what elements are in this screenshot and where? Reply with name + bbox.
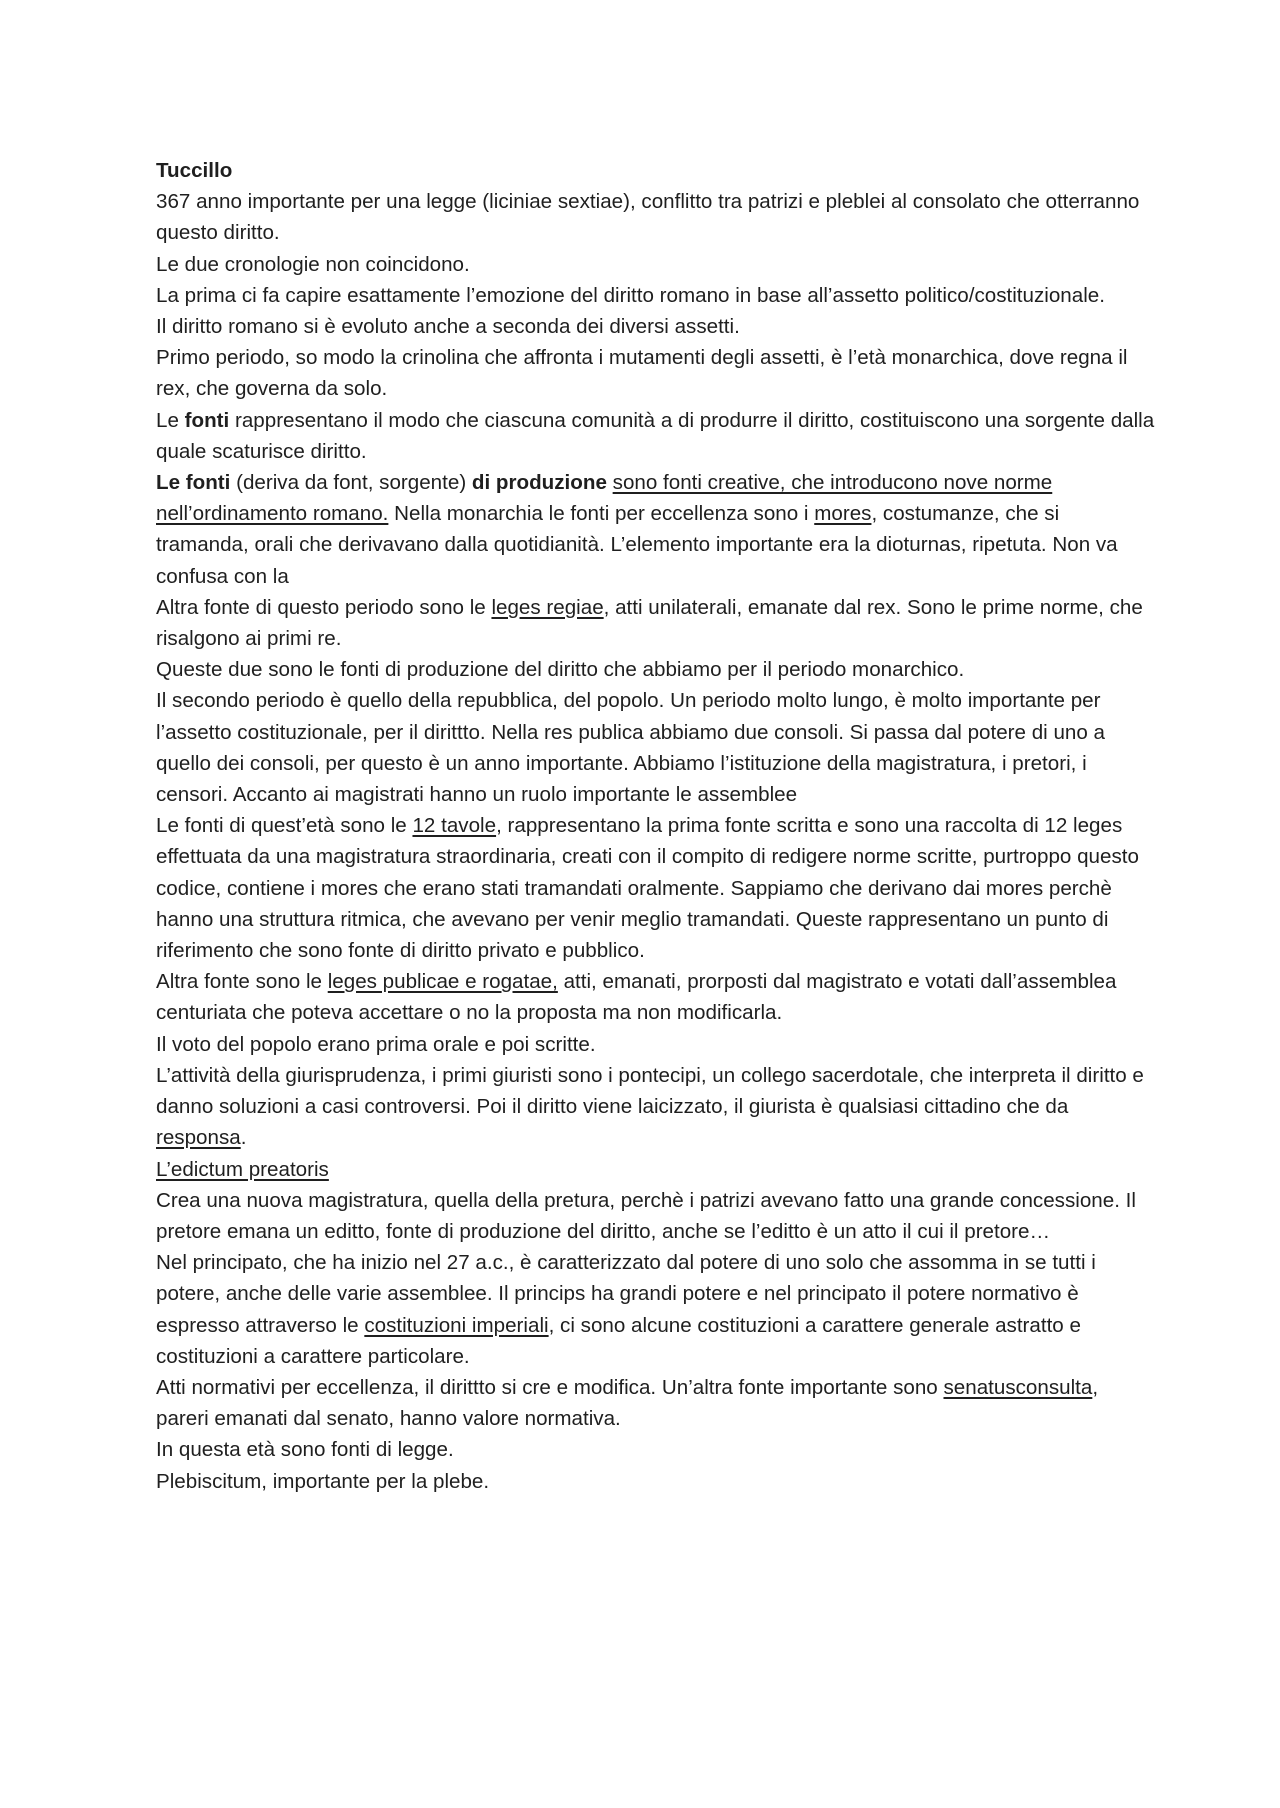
- underlined-text: mores: [814, 502, 872, 526]
- underlined-text: L’edictum preatoris: [156, 1157, 329, 1181]
- underlined-text: 12 tavole: [412, 814, 497, 838]
- paragraph: [156, 685, 1156, 810]
- bold-text: fonti: [184, 408, 230, 432]
- text-run: Nella monarchia le fonti per eccellenza sono i: [388, 502, 815, 526]
- text-run: , rappresentano la prima fonte scritta e sono una raccolta di 12 leges effettuata da una magistratura straordinaria, creati con il compito di redigere norme scritte, purtroppo questo codice, contiene i mores che erano stati tramandati oralmente. Sappiamo che derivano dai mores perchè hanno una struttura ritmica, che avevano per venir meglio tramandati. Queste rappresentano un punto di riferimento che sono fonte di diritto privato e pubblico.: [156, 814, 1139, 963]
- underlined-text: leges publicae e rogatae,: [327, 970, 558, 994]
- text-run: atti, emanati, prorposti dal magistrato e votati dall’assemblea centuriata che poteva accettare o no la proposta ma non modificarla.: [156, 970, 1117, 1025]
- paragraph: [156, 1185, 1156, 1247]
- text-run: Le: [156, 408, 185, 432]
- paragraph: [156, 654, 1156, 685]
- paragraph: [156, 280, 1156, 311]
- text-run: In questa età sono fonti di legge.: [156, 1438, 454, 1462]
- document-title: Tuccillo: [156, 159, 233, 182]
- text-run: , pareri emanati dal senato, hanno valore normativa.: [156, 1375, 1099, 1431]
- text-run: Crea una nuova magistratura, quella della pretura, perchè i patrizi avevano fatto una grande concessione. Il pretore emana un editto, fonte di produzione del diritto, anche se l’editto è un atto il cui il pretore…: [156, 1188, 1136, 1243]
- paragraph: [156, 1372, 1156, 1434]
- text-run: (deriva da font, sorgente): [230, 471, 472, 495]
- document-body: [156, 186, 1156, 1497]
- text-run: , atti unilaterali, emanate dal rex. Sono le prime norme, che risalgono ai primi re.: [156, 595, 1143, 651]
- text-run: 367 anno importante per una legge (liciniae sextiae), conflitto tra patrizi e pleblei al consolato che otterranno questo diritto.: [156, 190, 1140, 245]
- text-run: Il voto del popolo erano prima orale e poi scritte.: [156, 1032, 596, 1056]
- underlined-text: costituzioni imperiali: [364, 1313, 549, 1337]
- paragraph: [156, 342, 1156, 404]
- text-run: .: [240, 1126, 247, 1150]
- text-run: Altra fonte di questo periodo sono le: [156, 595, 492, 619]
- paragraph: [156, 1029, 1156, 1060]
- text-run: Primo periodo, so modo la crinolina che affronta i mutamenti degli assetti, è l’età monarchica, dove regna il rex, che governa da solo.: [156, 346, 1128, 401]
- text-run: Le fonti di quest’età sono le: [156, 814, 413, 838]
- text-run: La prima ci fa capire esattamente l’emozione del diritto romano in base all’assetto politico/costituzionale.: [156, 283, 1105, 307]
- paragraph: [156, 966, 1156, 1028]
- paragraph: [156, 311, 1156, 342]
- underlined-text: sono fonti creative, che introducono nove norme nell’ordinamento romano.: [156, 471, 1053, 526]
- text-run: Il diritto romano si è evoluto anche a seconda dei diversi assetti.: [156, 315, 740, 339]
- text-run: Plebiscitum, importante per la plebe.: [156, 1469, 490, 1493]
- text-run: Nel principato, che ha inizio nel 27 a.c., è caratterizzato dal potere di uno solo che assomma in se tutti i potere, anche delle varie assemblee. Il princips ha grandi potere e nel principato il potere normativo è espresso attraverso le: [156, 1251, 1096, 1337]
- paragraph: [156, 1154, 1156, 1185]
- paragraph: [156, 1247, 1156, 1372]
- text-run: , ci sono alcune costituzioni a carattere generale astratto e costituzioni a carattere particolare.: [156, 1313, 1081, 1368]
- document-page: [156, 155, 1156, 1497]
- bold-text: di produzione: [471, 471, 607, 495]
- paragraph: [156, 186, 1156, 248]
- text-run: Queste due sono le fonti di produzione del diritto che abbiamo per il periodo monarchico.: [156, 658, 965, 682]
- underlined-text: leges regiae: [491, 595, 604, 619]
- underlined-text: senatusconsulta: [943, 1375, 1093, 1399]
- text-run: Altra fonte sono le: [156, 970, 328, 994]
- paragraph: [156, 1466, 1156, 1497]
- text-run: rappresentano il modo che ciascuna comunità a di produrre il diritto, costituiscono una sorgente dalla quale scaturisce diritto.: [156, 408, 1155, 463]
- text-run: Atti normativi per eccellenza, il dirittto si cre e modifica. Un’altra fonte importante sono: [156, 1375, 944, 1399]
- paragraph: [156, 249, 1156, 280]
- paragraph: [156, 1060, 1156, 1154]
- bold-text: Le fonti: [156, 471, 231, 495]
- underlined-text: responsa: [156, 1126, 241, 1150]
- text-run: , costumanze, che si tramanda, orali che derivavano dalla quotidianità. L’elemento importante era la dioturnas, ripetuta. Non va confusa con la: [156, 502, 1118, 588]
- paragraph: [156, 467, 1156, 592]
- text-run: Le due cronologie non coincidono.: [156, 252, 470, 276]
- paragraph: [156, 1434, 1156, 1465]
- text-run: Il secondo periodo è quello della repubblica, del popolo. Un periodo molto lungo, è molto importante per l’assetto costituzionale, per il dirittto. Nella res publica abbiamo due consoli. Si passa dal potere di uno a quello dei consoli, per questo è un anno importante. Abbiamo l’istituzione della magistratura, i pretori, i censori. Accanto ai magistrati hanno un ruolo importante le assemblee: [156, 689, 1105, 807]
- paragraph: [156, 592, 1156, 654]
- paragraph: [156, 405, 1156, 467]
- text-run: L’attività della giurisprudenza, i primi giuristi sono i pontecipi, un collego sacerdotale, che interpreta il diritto e danno soluzioni a casi controversi. Poi il diritto viene laicizzato, il giurista è qualsiasi cittadino che da: [156, 1063, 1144, 1119]
- paragraph: [156, 810, 1156, 966]
